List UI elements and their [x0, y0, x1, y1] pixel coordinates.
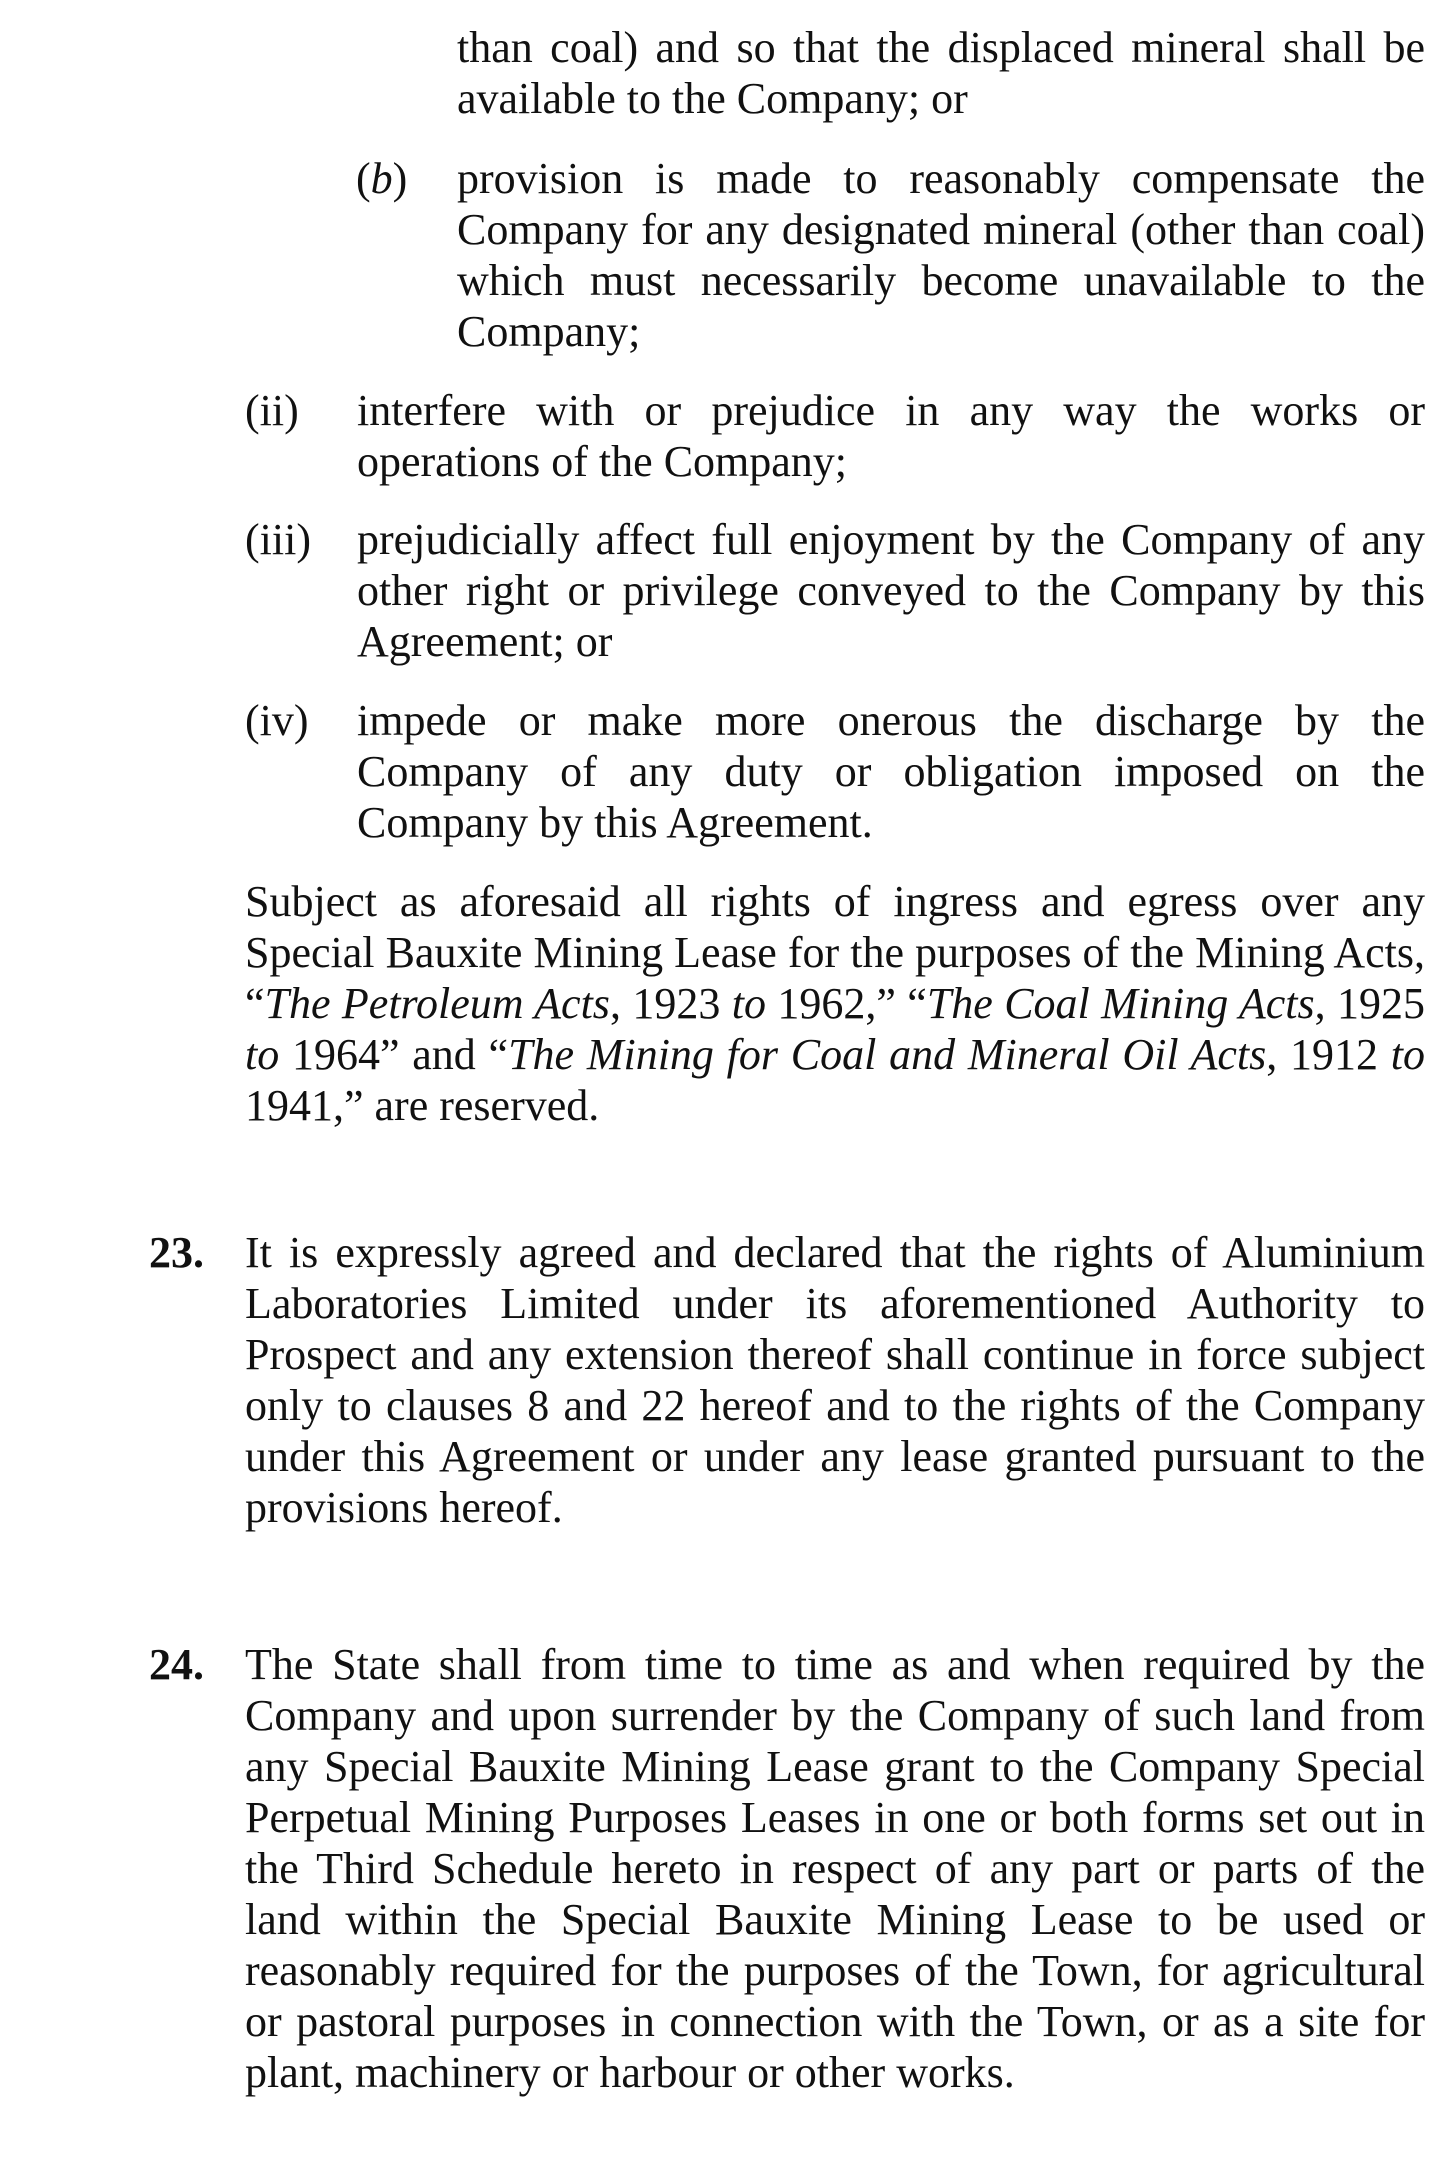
clause-23-text: It is expressly agreed and declared that the rights of Aluminium Laboratories Limited under its aforementioned Authority to Prospect and any extension thereof shall continue in force subject only to clauses 8 and 22 hereof and to the rights of the Company under this Agreement or under any lease granted pursuant to the provisions hereof. — [245, 1228, 1425, 1532]
clause-23-number: 23. — [149, 1228, 204, 1277]
act-years-coal-a: , 1925 — [1314, 979, 1426, 1028]
act-years-mining-a: , 1912 — [1266, 1030, 1391, 1079]
act-years-petroleum-b: 1962,” “ — [765, 979, 927, 1028]
item-iii-label: (iii) — [245, 515, 311, 564]
reservation-text-1: Subject as aforesaid all rights of ingress and egress over any Special Bauxite Mining Lease for the purposes of the Mining Acts, “ — [245, 877, 1425, 1028]
act-title-mining-coal-oil: The Mining for Coal and Mineral Oil Acts — [508, 1030, 1267, 1079]
clause-24-number: 24. — [149, 1640, 204, 1689]
act-title-coal: The Coal Mining Acts — [926, 979, 1315, 1028]
reservation-paragraph — [245, 876, 1425, 1131]
item-ii-text: interfere with or prejudice in any way the works or operations of the Company; — [357, 386, 1425, 486]
item-ii-label: (ii) — [245, 386, 299, 435]
act-years-coal-b: 1964” and “ — [279, 1030, 509, 1079]
item-a-continuation: than coal) and so that the displaced mineral shall be available to the Company; or — [457, 23, 1425, 123]
item-b-label: (b) — [356, 154, 408, 203]
item-iii-text: prejudicially affect full enjoyment by the Company of any other right or privilege conveyed to the Company by this Agreement; or — [357, 515, 1425, 666]
act-to-coal: to — [245, 1030, 280, 1079]
item-iv-text: impede or make more onerous the discharge by the Company of any duty or obligation imposed on the Company by this Agreement. — [357, 696, 1425, 847]
item-b-letter: b — [370, 154, 393, 203]
act-years-mining-b: 1941,” are reserved. — [245, 1081, 600, 1130]
act-to-mining: to — [1390, 1030, 1426, 1079]
act-to-petroleum: to — [731, 979, 766, 1028]
clause-24-text: The State shall from time to time as and when required by the Company and upon surrender by the Company of such land from any Special Bauxite Mining Lease grant to the Company Special Perpetual Mining Purposes Leases in one or both forms set out in the Third Schedule hereto in respect of any part or parts of the land within the Special Bauxite Mining Lease to be used or reasonably required for the purposes of the Town, for agricultural or pastoral purposes in connection with the Town, or as a site for plant, machinery or harbour or other works. — [245, 1640, 1425, 2097]
item-iv-label: (iv) — [245, 696, 309, 745]
act-years-petroleum-a: , 1923 — [609, 979, 732, 1028]
item-b-text: provision is made to reasonably compensate the Company for any designated mineral (other than coal) which must necessarily become unavailable to the Company; — [457, 154, 1425, 356]
act-title-petroleum: The Petroleum Acts — [264, 979, 610, 1028]
